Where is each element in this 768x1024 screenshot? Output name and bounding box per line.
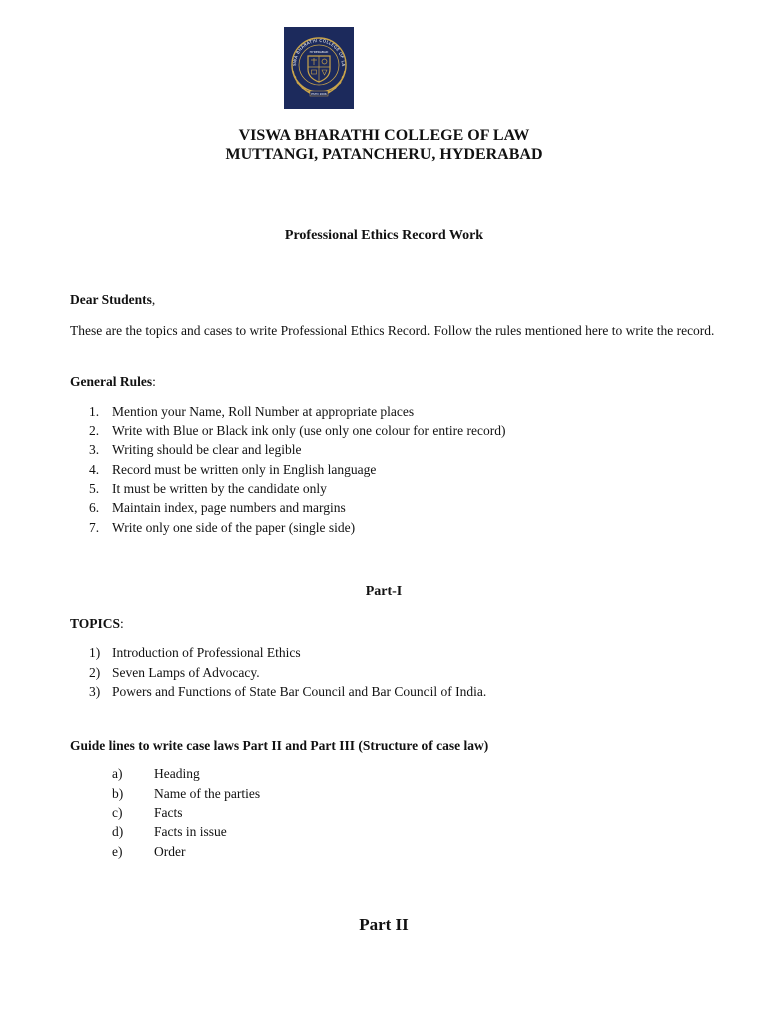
college-name: VISWA BHARATHI COLLEGE OF LAW (238, 127, 530, 144)
svg-text:HYDERABAD: HYDERABAD (309, 50, 329, 54)
list-item-number: 1) (89, 645, 101, 660)
list-item-text: Maintain index, page numbers and margins (112, 500, 346, 515)
college-crest-icon (284, 27, 354, 109)
part2-heading: Part II (359, 915, 409, 934)
list-item-text: Write with Blue or Black ink only (use only one colour for entire record) (112, 423, 506, 438)
list-item-number: d) (112, 824, 124, 839)
college-address: MUTTANGI, PATANCHERU, HYDERABAD (225, 146, 543, 163)
list-item-text: Writing should be clear and legible (112, 442, 302, 457)
list-item-number: 6. (89, 500, 100, 515)
document-title: Professional Ethics Record Work (284, 228, 484, 243)
part1-heading: Part-I (365, 584, 403, 599)
list-item-text: Facts in issue (154, 824, 227, 839)
list-item-number: 5. (89, 481, 100, 496)
svg-text:VISWA BHARATHI COLLEGE OF LAW: SWA BHARATHI COLLEGE OF LA (291, 37, 347, 67)
list-item-text: Name of the parties (154, 786, 261, 801)
list-item-text: Order (154, 844, 186, 859)
topics-heading-suffix: : (120, 616, 124, 631)
greeting-suffix: , (151, 292, 156, 307)
list-item-number: 4. (89, 462, 100, 477)
greeting-bold: Dear Students (70, 292, 152, 307)
list-item-number: 3) (89, 684, 101, 699)
list-item-text: Seven Lamps of Advocacy. (112, 665, 260, 680)
general-rules-heading (70, 372, 715, 392)
list-item-number: 2) (89, 665, 101, 680)
list-item-number: b) (112, 786, 124, 801)
list-item-text: Write only one side of the paper (single side) (112, 520, 356, 535)
svg-text:ESTD 2006: ESTD 2006 (311, 91, 327, 96)
list-item-text: Heading (154, 766, 200, 781)
list-item-text: Facts (154, 805, 183, 820)
list-item-number: 1. (89, 404, 100, 419)
general-rules-heading-suffix: : (152, 374, 156, 389)
list-item-number: 7. (89, 520, 100, 535)
general-rules-heading-text: General Rules (70, 374, 153, 389)
topics-heading-text: TOPICS (70, 616, 121, 631)
list-item-text: Record must be written only in English language (112, 462, 377, 477)
list-item-number: e) (112, 844, 123, 859)
list-item-text: It must be written by the candidate only (112, 481, 327, 496)
list-item-number: 3. (89, 442, 100, 457)
college-logo (284, 27, 354, 109)
list-item-text: Mention your Name, Roll Number at appropriate places (112, 404, 415, 419)
greeting (70, 290, 715, 310)
list-item-number: a) (112, 766, 123, 781)
list-item-number: c) (112, 805, 123, 820)
list-item-number: 2. (89, 423, 100, 438)
topics-heading (70, 614, 715, 634)
guidelines-heading: Guide lines to write case laws Part II and Part III (Structure of case law) (70, 738, 489, 753)
list-item-text: Powers and Functions of State Bar Council and Bar Council of India. (112, 684, 487, 699)
intro-paragraph: These are the topics and cases to write Professional Ethics Record. Follow the rules mentioned here to write the record. (70, 323, 715, 338)
list-item-text: Introduction of Professional Ethics (112, 645, 301, 660)
